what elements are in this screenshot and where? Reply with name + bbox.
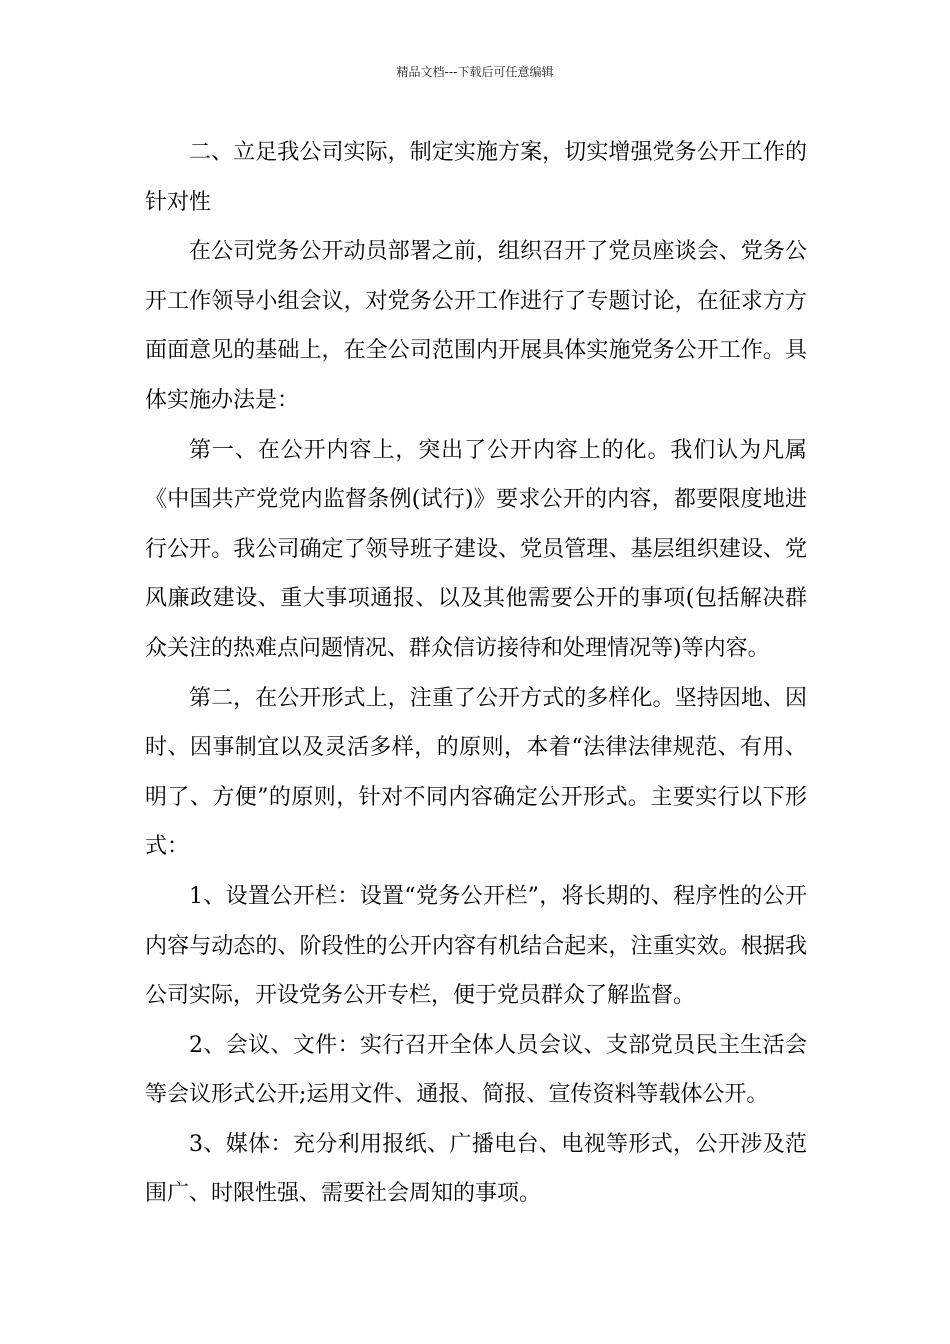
document-body [145,128,807,1219]
page-header: 精品文档---下载后可任意编辑 [396,65,554,79]
section-heading: 二、立足我公司实际，制定实施方案，切实增强党务公开工作的针对性 [145,140,807,215]
paragraph-first: 第一、在公开内容上，突出了公开内容上的化。我们认为凡属《中国共产党党内监督条例(试行)》要求公开的内容，都要限度地进行公开。我公司确定了领导班子建设、党员管理、基层组织建设、党风廉政建设、重大事项通报、以及其他需要公开的事项(包括解决群众关注的热难点问题情况、群众信访接待和处理情况等)等内容。 [145,437,807,661]
paragraph-intro: 在公司党务公开动员部署之前，组织召开了党员座谈会、党务公开工作领导小组会议，对党务公开工作进行了专题讨论，在征求方方面面意见的基础上，在全公司范围内开展具体实施党务公开工作。具体实施办法是： [145,239,807,413]
list-item-media: 3、媒体：充分利用报纸、广播电台、电视等形式，公开涉及范围广、时限性强、需要社会周知的事项。 [145,1131,807,1207]
list-item-meetings-documents: 2、会议、文件：实行召开全体人员会议、支部党员民主生活会等会议形式公开;运用文件、通报、简报、宣传资料等载体公开。 [145,1032,807,1108]
paragraph-second: 第二，在公开形式上，注重了公开方式的多样化。坚持因地、因时、因事制宜以及灵活多样，的原则，本着“法律法律规范、有用、明了、方便”的原则，针对不同内容确定公开形式。主要实行以下形式： [145,685,807,860]
list-item-bulletin-board: 1、设置公开栏：设置“党务公开栏”，将长期的、程序性的公开内容与动态的、阶段性的公开内容有机结合起来，注重实效。根据我公司实际，开设党务公开专栏，便于党员群众了解监督。 [145,883,807,1009]
